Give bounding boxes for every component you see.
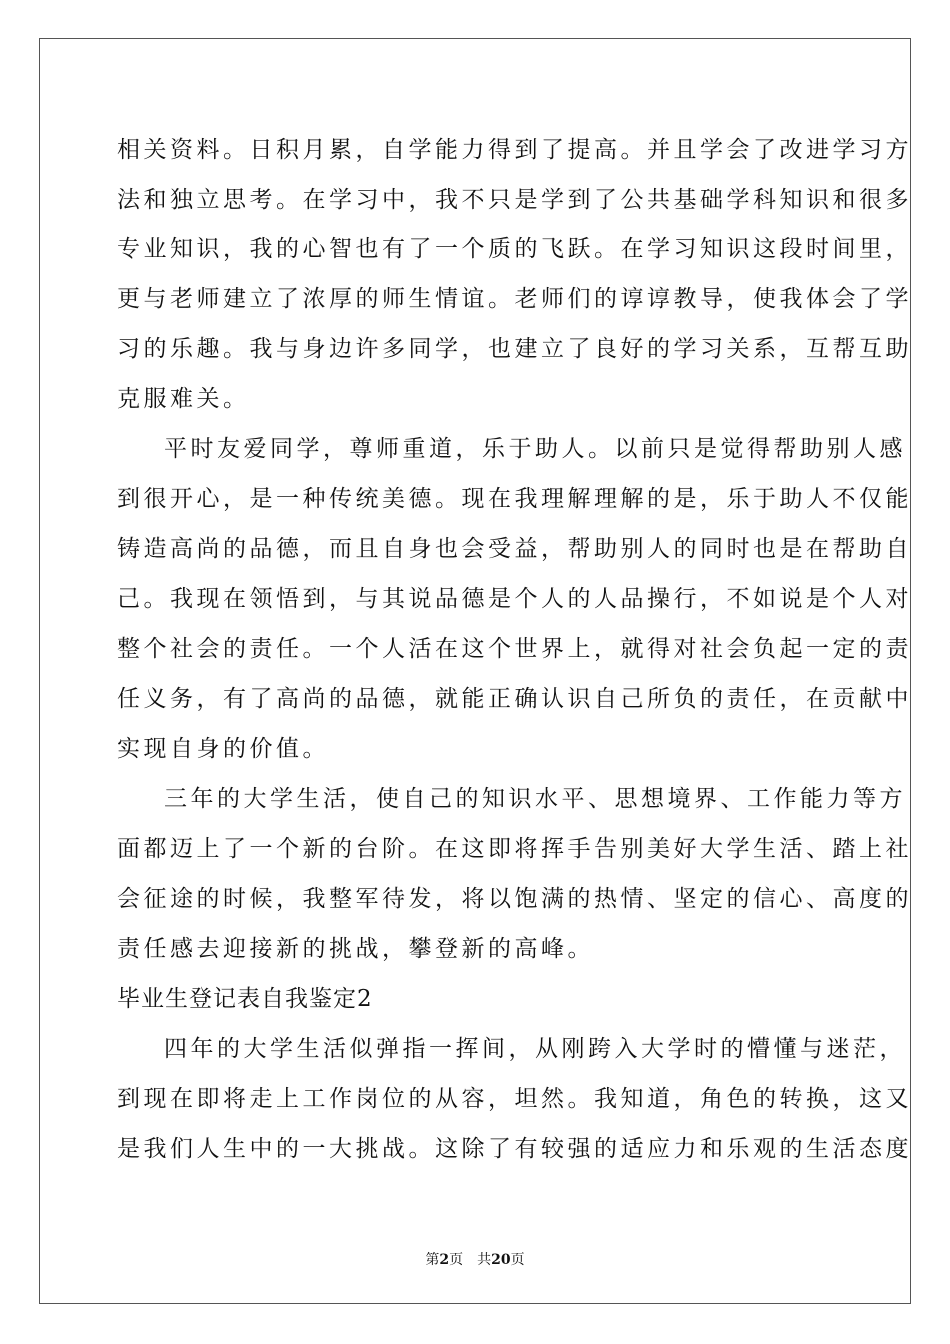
text-line: 相关资料。日积月累，自学能力得到了提高。并且学会了改进学习方 bbox=[117, 137, 912, 163]
page-total: 20 bbox=[491, 1252, 511, 1268]
text-line: 专业知识，我的心智也有了一个质的飞跃。在学习知识这段时间里， bbox=[117, 236, 912, 262]
text-line: 责任感去迎接新的挑战，攀登新的高峰。 bbox=[117, 936, 594, 962]
text-line: 平时友爱同学，尊师重道，乐于助人。以前只是觉得帮助别人感 bbox=[164, 436, 906, 462]
section-heading: 毕业生登记表自我鉴定2 bbox=[117, 986, 373, 1012]
text-line: 是我们人生中的一大挑战。这除了有较强的适应力和乐观的生活态度 bbox=[117, 1136, 912, 1162]
text-line: 会征途的时候，我整军待发，将以饱满的热情、坚定的信心、高度的 bbox=[117, 886, 912, 912]
text-line: 铸造高尚的品德，而且自身也会受益，帮助别人的同时也是在帮助自 bbox=[117, 536, 912, 562]
page-border bbox=[39, 38, 911, 1304]
text-line: 任义务，有了高尚的品德，就能正确认识自己所负的责任，在贡献中 bbox=[117, 686, 912, 712]
text-line: 整个社会的责任。一个人活在这个世界上，就得对社会负起一定的责 bbox=[117, 636, 912, 662]
page-prefix: 第 bbox=[425, 1252, 440, 1268]
text-line: 四年的大学生活似弹指一挥间，从刚跨入大学时的懵懂与迷茫， bbox=[164, 1036, 906, 1062]
text-line: 己。我现在领悟到，与其说品德是个人的人品操行，不如说是个人对 bbox=[117, 586, 912, 612]
text-line: 法和独立思考。在学习中，我不只是学到了公共基础学科知识和很多 bbox=[117, 187, 912, 213]
total-prefix: 共 bbox=[477, 1252, 492, 1268]
text-line: 克服难关。 bbox=[117, 386, 250, 412]
page-footer bbox=[0, 1251, 950, 1269]
text-line: 习的乐趣。我与身边许多同学，也建立了良好的学习关系，互帮互助 bbox=[117, 336, 912, 362]
text-line: 到现在即将走上工作岗位的从容，坦然。我知道，角色的转换，这又 bbox=[117, 1086, 912, 1112]
text-line: 到很开心，是一种传统美德。现在我理解理解的是，乐于助人不仅能 bbox=[117, 486, 912, 512]
page-unit: 页 bbox=[449, 1252, 464, 1268]
text-line: 实现自身的价值。 bbox=[117, 736, 329, 762]
text-line: 更与老师建立了浓厚的师生情谊。老师们的谆谆教导，使我体会了学 bbox=[117, 286, 912, 312]
total-unit: 页 bbox=[510, 1252, 525, 1268]
page-current: 2 bbox=[439, 1252, 450, 1268]
text-line: 三年的大学生活，使自己的知识水平、思想境界、工作能力等方 bbox=[164, 786, 906, 812]
text-line: 面都迈上了一个新的台阶。在这即将挥手告别美好大学生活、踏上社 bbox=[117, 836, 912, 862]
